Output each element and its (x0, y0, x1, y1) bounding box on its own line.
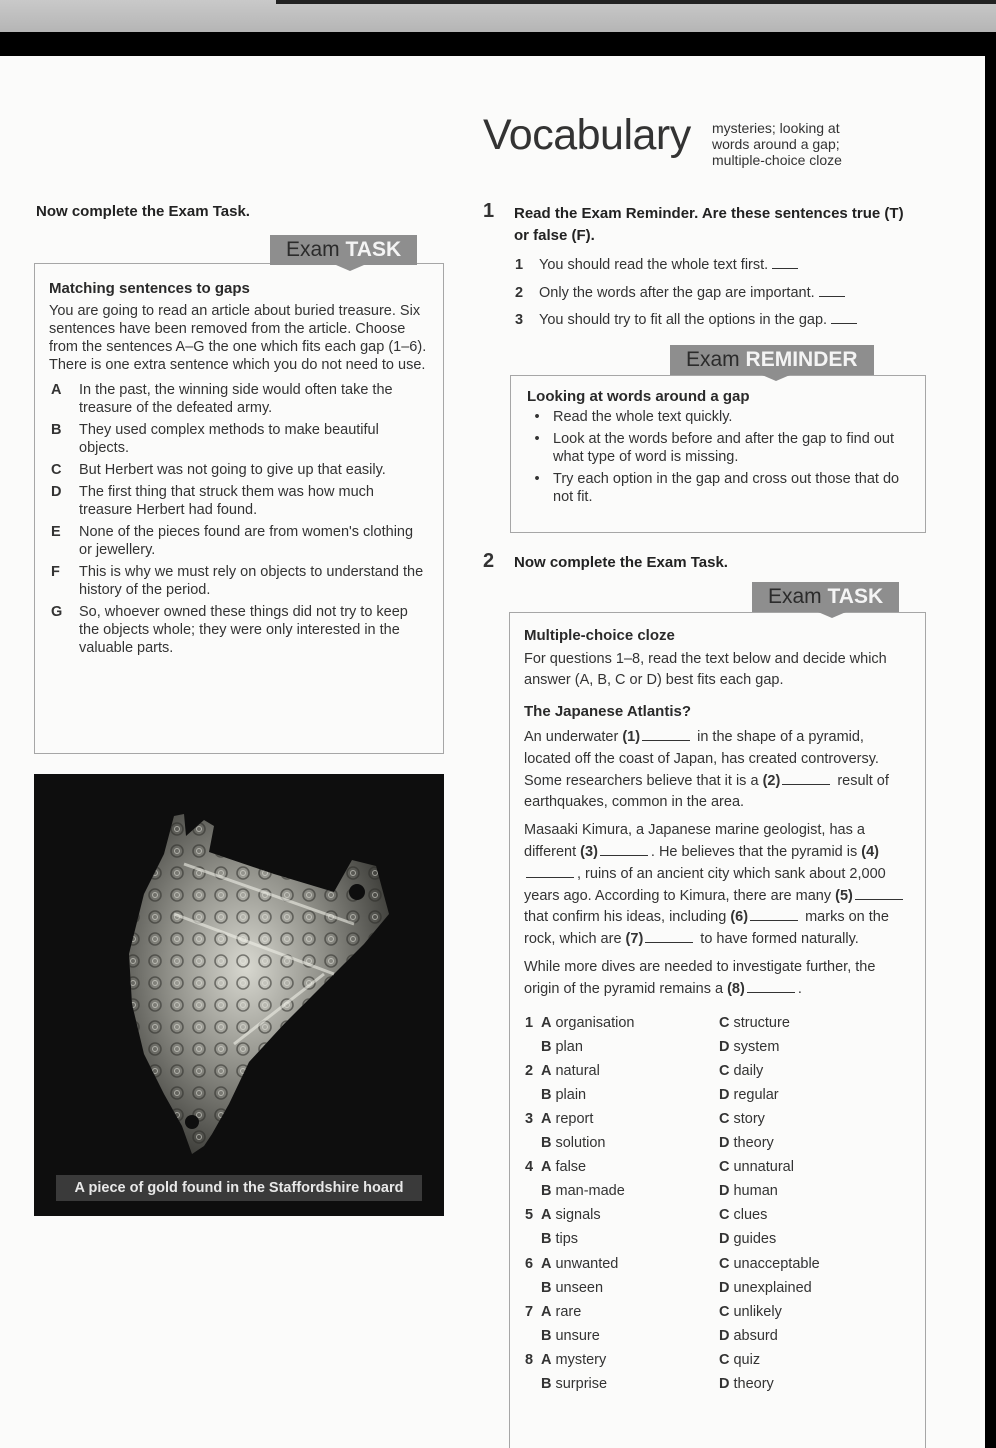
text-run: to have formed naturally. (696, 931, 859, 948)
option-letter: C (719, 1303, 730, 1320)
option-word: man-made (555, 1183, 625, 1200)
option-word: guides (733, 1231, 777, 1248)
exercise-instruction: Read the Exam Reminder. Are these sentences true (T) or false (F). (514, 205, 904, 244)
option-word: unexplained (733, 1279, 812, 1296)
option-word: daily (733, 1062, 764, 1079)
tab-prefix: Exam (286, 238, 340, 261)
option-choice-d[interactable] (719, 1227, 776, 1251)
subtitle-line: mysteries; looking at (712, 120, 840, 136)
reminder-heading: Looking at words around a gap (527, 388, 750, 405)
tf-item (514, 311, 857, 329)
text-run: Masaaki Kimura, a Japanese marine geologist, has a different (524, 822, 865, 860)
sentence-option (49, 461, 429, 479)
question-number: 1 (525, 1014, 534, 1031)
option-word: rare (555, 1303, 582, 1320)
bullet-icon: • (534, 431, 540, 447)
gap-blank[interactable] (782, 775, 830, 785)
option-row (524, 1252, 911, 1276)
gap-number: (7) (625, 931, 644, 948)
option-row (524, 1131, 911, 1155)
gap-number: (2) (762, 772, 781, 789)
option-letter: C (719, 1207, 730, 1224)
gold-artifact-icon (34, 774, 444, 1216)
tf-item (514, 284, 857, 302)
option-row (524, 1179, 911, 1203)
option-word: signals (555, 1207, 601, 1224)
option-word: theory (733, 1135, 774, 1152)
question-number (524, 1276, 541, 1300)
option-choice-b[interactable] (541, 1276, 719, 1300)
left-instruction: Now complete the Exam Task. (36, 203, 250, 220)
option-word: natural (555, 1062, 600, 1079)
bullet-text: Look at the words before and after the gap to find out what type of word is missing. (553, 431, 894, 465)
option-letter: B (541, 1327, 552, 1344)
sentence-option (49, 603, 429, 657)
option-choice-b[interactable] (541, 1179, 719, 1203)
task-intro: For questions 1–8, read the text below and decide which answer (A, B, C or D) best fits each gap. (524, 651, 887, 688)
option-word: quiz (733, 1351, 761, 1368)
option-letter: A (541, 1014, 552, 1031)
bullet-text: Read the whole text quickly. (553, 409, 733, 425)
question-number: 2 (525, 1062, 534, 1079)
exam-task-tab (752, 582, 899, 612)
option-letter: D (719, 1183, 730, 1200)
sentence-text: This is why we must rely on objects to understand the history of the period. (79, 564, 424, 598)
option-word: solution (555, 1135, 606, 1152)
option-word: human (733, 1183, 778, 1200)
option-letter: A (541, 1255, 552, 1272)
answer-blank[interactable] (819, 287, 845, 297)
option-letter: A (541, 1159, 552, 1176)
option-choice-d[interactable] (719, 1276, 812, 1300)
option-word: theory (733, 1375, 774, 1392)
true-false-list (514, 256, 857, 339)
scan-right-edge (985, 56, 996, 1448)
option-letter: A (541, 1110, 552, 1127)
sentence-option (49, 421, 429, 457)
tf-item-number: 3 (515, 312, 524, 328)
question-number (524, 1372, 541, 1396)
text-run: , ruins of an ancient city which sank about 2,000 years ago. According to Kimura, there are many (524, 865, 886, 904)
tab-highlight: TASK (827, 585, 884, 608)
option-choice-c[interactable] (719, 1348, 760, 1372)
option-choice-a[interactable] (541, 1300, 719, 1324)
option-row (524, 1155, 911, 1179)
option-letter: C (719, 1159, 730, 1176)
option-row (524, 1011, 911, 1035)
option-word: regular (733, 1086, 779, 1103)
exam-task-tab (270, 235, 417, 265)
option-choice-a[interactable] (541, 1155, 719, 1179)
question-number: 4 (525, 1159, 534, 1176)
gap-blank[interactable] (600, 846, 648, 856)
gap-number: (4) (861, 843, 879, 860)
question-number: 8 (525, 1351, 534, 1368)
option-letter: B (541, 1279, 552, 1296)
text-run: An underwater (524, 729, 623, 745)
option-word: unwanted (555, 1255, 619, 1272)
option-row (524, 1035, 911, 1059)
sentence-text: In the past, the winning side would often take the treasure of the defeated army. (79, 382, 393, 416)
tf-item-text: Only the words after the gap are important. (539, 284, 815, 301)
tab-highlight: TASK (345, 238, 402, 261)
option-choice-c[interactable] (719, 1300, 782, 1324)
option-word: mystery (555, 1351, 607, 1368)
photo-caption: A piece of gold found in the Staffordshire hoard (56, 1175, 422, 1201)
question-number (524, 1324, 541, 1348)
option-row (524, 1107, 911, 1131)
article-paragraph (524, 820, 911, 951)
option-row (524, 1300, 911, 1324)
bullet-text: Try each option in the gap and cross out those that do not fit. (553, 471, 900, 505)
tf-item-number: 2 (515, 284, 524, 301)
option-choice-c[interactable] (719, 1155, 794, 1179)
exam-reminder-box (510, 375, 926, 533)
article-paragraph (524, 957, 911, 1001)
option-word: unacceptable (733, 1255, 820, 1272)
bullet-icon: • (534, 471, 540, 487)
tf-item-text: You should read the whole text first. (539, 257, 769, 273)
exercise-instruction: Now complete the Exam Task. (514, 554, 728, 571)
option-word: plan (555, 1038, 583, 1055)
gap-blank[interactable] (750, 911, 798, 921)
gap-blank[interactable] (645, 933, 693, 943)
option-row (524, 1276, 911, 1300)
option-letter: D (719, 1086, 730, 1103)
tf-item (514, 256, 857, 274)
option-choice-b[interactable] (541, 1324, 719, 1348)
task-intro: You are going to read an article about buried treasure. Six sentences have been removed from the article. Choose from the sentences A–G the one which fits each gap (1–6). There is one extra sentence which you do not need to use. (49, 303, 427, 373)
option-choice-a[interactable] (541, 1203, 719, 1227)
sentence-text: None of the pieces found are from women's clothing or jewellery. (79, 524, 414, 558)
sentence-letter: E (51, 524, 61, 540)
task-heading: Matching sentences to gaps (49, 280, 250, 297)
sentence-option (49, 381, 429, 417)
option-letter: C (719, 1062, 730, 1079)
option-choice-c[interactable] (719, 1011, 790, 1035)
option-letter: A (541, 1351, 552, 1368)
option-row (524, 1059, 911, 1083)
scan-black-band (0, 32, 996, 56)
option-choice-a[interactable] (541, 1107, 719, 1131)
question-number (524, 1179, 541, 1203)
option-word: unseen (555, 1279, 604, 1296)
sentence-option (49, 563, 429, 599)
sentence-letter: A (51, 382, 62, 398)
option-choice-b[interactable] (541, 1372, 719, 1396)
bullet-icon: • (534, 409, 540, 425)
option-row (524, 1203, 911, 1227)
option-letter: B (541, 1086, 552, 1103)
option-letter: B (541, 1183, 552, 1200)
option-letter: D (719, 1038, 730, 1055)
option-letter: D (719, 1279, 730, 1296)
text-run: . He believes that the pyramid is (650, 843, 862, 860)
sentence-letter: F (51, 564, 60, 580)
sentence-letter: D (51, 484, 62, 500)
option-letter: C (719, 1110, 730, 1127)
task-heading: Multiple-choice cloze (524, 627, 675, 644)
gap-number: (1) (622, 729, 641, 745)
option-word: surprise (555, 1375, 608, 1392)
question-number (524, 1131, 541, 1155)
article-title: The Japanese Atlantis? (524, 703, 691, 720)
gap-number: (6) (730, 909, 749, 926)
hoard-photo (34, 774, 444, 1216)
option-letter: A (541, 1303, 552, 1320)
option-word: system (733, 1038, 780, 1055)
tf-item-number: 1 (515, 257, 524, 273)
option-letter: A (541, 1062, 552, 1079)
option-choice-d[interactable] (719, 1324, 778, 1348)
text-run: result of earthquakes, common in the area. (524, 772, 889, 811)
option-choice-d[interactable] (719, 1083, 779, 1107)
question-number: 3 (525, 1110, 534, 1127)
text-run: in the shape of a pyramid, located off the coast of Japan, has created controversy. Some researchers believe that it is a (524, 729, 879, 789)
option-word: false (555, 1159, 587, 1176)
sentence-text: But Herbert was not going to give up that easily. (79, 462, 386, 478)
answer-options (524, 1011, 911, 1397)
option-choice-a[interactable] (541, 1348, 719, 1372)
scan-top-shadow (276, 0, 996, 4)
option-choice-c[interactable] (719, 1252, 820, 1276)
option-choice-a[interactable] (541, 1252, 719, 1276)
option-choice-a[interactable] (541, 1011, 719, 1035)
option-letter: B (541, 1231, 552, 1248)
option-letter: D (719, 1375, 730, 1392)
answer-blank[interactable] (772, 259, 798, 269)
text-run: that confirm his ideas, including (524, 909, 731, 926)
option-letter: A (541, 1207, 552, 1224)
tab-highlight: REMINDER (745, 348, 858, 371)
sentence-text: The first thing that struck them was how much treasure Herbert had found. (79, 484, 374, 518)
option-choice-d[interactable] (719, 1179, 778, 1203)
tab-prefix: Exam (768, 585, 822, 608)
sentence-text: They used complex methods to make beautiful objects. (79, 422, 379, 456)
question-number: 5 (525, 1207, 534, 1224)
option-letter: B (541, 1375, 552, 1392)
option-row (524, 1348, 911, 1372)
option-word: absurd (733, 1327, 778, 1344)
gap-blank[interactable] (526, 868, 574, 878)
text-run: . (797, 980, 802, 997)
exercise-number: 1 (483, 200, 495, 222)
question-number (524, 1227, 541, 1251)
option-choice-a[interactable] (541, 1059, 719, 1083)
exam-task-box-matching (34, 263, 444, 754)
article-paragraph (524, 727, 911, 814)
gap-blank[interactable] (747, 983, 795, 993)
tab-prefix: Exam (686, 348, 740, 371)
option-choice-d[interactable] (719, 1131, 774, 1155)
option-letter: B (541, 1038, 552, 1055)
option-choice-b[interactable] (541, 1131, 719, 1155)
sentence-letter: C (51, 462, 62, 478)
option-letter: D (719, 1231, 730, 1248)
exam-reminder-tab (670, 345, 874, 375)
question-number: 7 (525, 1303, 534, 1320)
option-choice-c[interactable] (719, 1203, 767, 1227)
option-letter: B (541, 1135, 552, 1152)
option-letter: D (719, 1135, 730, 1152)
option-word: organisation (555, 1014, 635, 1031)
gap-number: (3) (580, 843, 598, 860)
option-word: plain (555, 1086, 587, 1103)
gap-blank[interactable] (855, 890, 903, 900)
option-letter: D (719, 1327, 730, 1344)
question-number (524, 1035, 541, 1059)
tf-item-text: You should try to fit all the options in the gap. (539, 312, 828, 328)
gap-number: (8) (727, 980, 745, 997)
option-choice-b[interactable] (541, 1227, 719, 1251)
option-word: story (733, 1110, 765, 1127)
option-word: unsure (555, 1327, 600, 1344)
gap-blank[interactable] (642, 731, 690, 741)
text-run: marks on the rock, which are (524, 909, 889, 948)
reminder-bullet (527, 408, 909, 426)
reminder-bullet (527, 430, 909, 466)
question-number (524, 1083, 541, 1107)
option-word: report (555, 1110, 594, 1127)
sentence-letter: G (51, 604, 63, 620)
sentence-letter: B (51, 422, 62, 438)
option-choice-d[interactable] (719, 1372, 774, 1396)
page-title: Vocabulary (483, 111, 691, 159)
option-row (524, 1083, 911, 1107)
option-word: tips (555, 1231, 579, 1248)
text-run: While more dives are needed to investigate further, the origin of the pyramid remains a (524, 958, 876, 997)
exercise-number: 2 (483, 550, 495, 572)
option-choice-b[interactable] (541, 1083, 719, 1107)
option-word: unlikely (733, 1303, 782, 1320)
answer-blank[interactable] (831, 314, 857, 324)
option-word: structure (733, 1014, 790, 1031)
option-row (524, 1324, 911, 1348)
subtitle-line: multiple-choice cloze (712, 152, 842, 168)
option-word: clues (733, 1207, 768, 1224)
page-subtitle (712, 120, 842, 168)
option-word: unnatural (733, 1159, 794, 1176)
option-row (524, 1372, 911, 1396)
scan-top-strip (0, 0, 996, 32)
question-number: 6 (525, 1255, 534, 1272)
option-letter: C (719, 1255, 730, 1272)
exam-task-box-cloze (509, 612, 926, 1448)
option-letter: C (719, 1014, 730, 1031)
sentence-text: So, whoever owned these things did not try to keep the objects whole; they were only interested in the valuable parts. (79, 604, 408, 656)
reminder-bullet (527, 470, 909, 506)
option-choice-c[interactable] (719, 1059, 763, 1083)
option-row (524, 1227, 911, 1251)
gap-number: (5) (835, 887, 853, 904)
option-letter: C (719, 1351, 730, 1368)
sentence-option (49, 523, 429, 559)
option-choice-d[interactable] (719, 1035, 779, 1059)
option-choice-c[interactable] (719, 1107, 765, 1131)
option-choice-b[interactable] (541, 1035, 719, 1059)
sentence-option (49, 483, 429, 519)
subtitle-line: words around a gap; (712, 136, 840, 152)
